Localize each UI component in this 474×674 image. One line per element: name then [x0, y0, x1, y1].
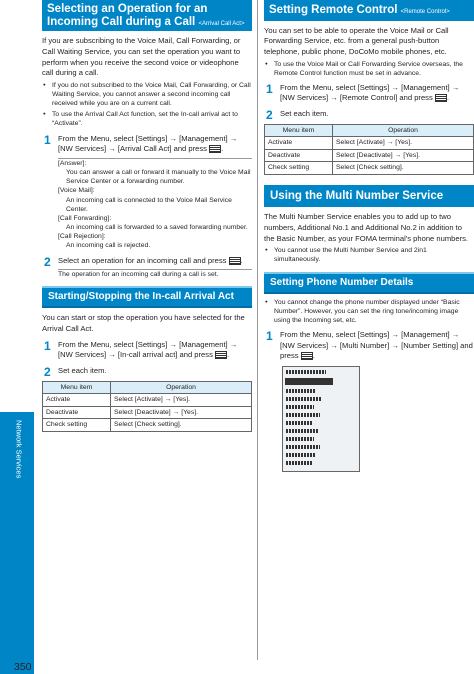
screen-line — [286, 421, 312, 425]
step-number: 2 — [266, 108, 273, 123]
screen-line — [286, 461, 312, 465]
table-cell: Select [Activate] → [Yes]. — [333, 137, 474, 150]
table-row — [265, 162, 474, 175]
option-desc: You can answer a call or forward it manually to the Voice Mail Service Center or a forwarding number. — [66, 169, 251, 186]
table-cell: Activate — [43, 394, 111, 407]
option-desc: An incoming call is forwarded to a saved forwarding number. — [66, 224, 248, 232]
intro-text: If you are subscribing to the Voice Mail, Call Forwarding, or Call Waiting Service, you can set the operation you want to perform when you receive the second voice or videophone call during a call. — [42, 36, 241, 78]
intro-text: You can set to be able to operate the Voice Mail or Call Forwarding Service, etc. from a general push-button telephone, public phone, DoCoMo mobile phones, etc. — [264, 25, 449, 56]
section-title-arrival-call — [42, 0, 252, 31]
phone-step-1: 1 From the Menu, select [Settings] → [Management] → [NW Services] → [Multi Number] → [Number Setting] and press . — [266, 329, 473, 361]
step-1: 1 From the Menu, select [Settings] → [Management] → [NW Services] → [Arrival Call Act] and press . — [44, 132, 238, 154]
menu-key-icon — [229, 257, 241, 265]
bullet: ● If you do not subscribed to the Voice Mail, Call Forwarding, or Call Waiting Service, you cannot answer a second incoming call received while you are on a current call. — [42, 81, 252, 109]
option-label: [Answer]: — [58, 159, 87, 167]
option-desc: An incoming call is connected to the Voice Mail Service Center. — [66, 196, 232, 213]
section-title-multi-number: Using the Multi Number Service — [264, 185, 474, 208]
page-number: 350 — [14, 661, 32, 673]
screen-line — [286, 453, 316, 457]
step-text: From the Menu, select [Settings] → [Management] → [NW Services] → [Remote Control] and press — [280, 82, 460, 103]
step-text: From the Menu, select [Settings] → [Management] → [NW Services] → [Arrival Call Act] and press — [58, 133, 238, 154]
step-text: From the Menu, select [Settings] → [Management] → [NW Services] → [Multi Number] → [Number Setting] and press — [280, 330, 473, 361]
screen-line — [286, 389, 316, 393]
step-number: 2 — [44, 254, 51, 269]
multi-intro: The Multi Number Service enables you to add up to two numbers, Additional No.1 and Additional No.2 in addition to the Basic Number, as your FOMA terminal's phone numbers. — [264, 212, 469, 243]
screen-selected-row — [285, 378, 333, 385]
table-cell: Select [Check setting]. — [333, 162, 474, 175]
screen-line — [286, 370, 326, 374]
step-number: 1 — [44, 132, 51, 147]
table-row — [265, 149, 474, 162]
table-header: Operation — [333, 124, 474, 137]
table-cell: Deactivate — [265, 149, 333, 162]
column-divider — [257, 0, 258, 660]
option-label: [Call Rejection]: — [58, 233, 106, 241]
table-row — [43, 419, 252, 432]
option-label: [Voice Mail]: — [58, 187, 95, 195]
screen-line — [286, 445, 320, 449]
bullet: ● To use the Arrival Call Act function, set the In-call arrival act to “Activate”. — [42, 110, 252, 128]
step-number: 2 — [44, 364, 51, 379]
menu-key-icon — [209, 145, 221, 153]
table-cell: Activate — [265, 137, 333, 150]
screen-line — [286, 397, 322, 401]
sub-step-1: 1 From the Menu, select [Settings] → [Management] → [NW Services] → [In-call arrival act] and press . — [44, 338, 238, 360]
table-header: Menu item — [265, 124, 333, 137]
step-text: Set each item. — [58, 365, 107, 375]
table-row — [265, 137, 474, 150]
step-text: From the Menu, select [Settings] → [Management] → [NW Services] → [In-call arrival act] and press — [58, 339, 238, 360]
bullet: ● You cannot change the phone number displayed under “Basic Number”. However, you can set the ring tone/incoming image using the Incoming set, etc. — [264, 298, 474, 326]
subsection-title: Starting/Stopping the In-call Arrival Act — [42, 286, 252, 308]
step-2 — [264, 108, 474, 123]
screen-line — [286, 437, 314, 441]
table-cell: Deactivate — [43, 406, 111, 419]
menu-key-icon — [215, 351, 227, 359]
title-text: Setting Remote Control — [269, 4, 401, 16]
table-cell: Select [Activate] → [Yes]. — [111, 394, 252, 407]
side-tab — [0, 412, 34, 674]
table-cell: Select [Check setting]. — [111, 419, 252, 432]
title-tag: <Arrival Call Act> — [198, 20, 245, 27]
settings-table — [264, 124, 474, 175]
side-tab-label: Network Services — [14, 420, 24, 479]
table-cell: Check setting — [265, 162, 333, 175]
section-title-remote-control — [264, 0, 474, 21]
table-row — [43, 394, 252, 407]
title-tag: <Remote Control> — [400, 9, 450, 15]
title-line: Incoming Call during a Call — [47, 15, 199, 28]
table-cell: Check setting — [43, 419, 111, 432]
title-line: Selecting an Operation for an — [47, 3, 208, 15]
table-cell: Select [Deactivate] → [Yes]. — [111, 406, 252, 419]
table-header: Operation — [111, 381, 252, 394]
table-cell: Select [Deactivate] → [Yes]. — [333, 149, 474, 162]
right-column — [264, 0, 474, 472]
step-number: 1 — [266, 81, 273, 96]
option-desc: An incoming call is rejected. — [66, 242, 151, 250]
bullet: ● To use the Voice Mail or Call Forwarding Service overseas, the Remote Control function must be set in advance. — [264, 60, 474, 78]
sub-intro: You can start or stop the operation you have selected for the Arrival Call Act. — [42, 313, 245, 334]
phone-screen-illustration — [282, 366, 360, 472]
bullet: ● You cannot use the Multi Number Service and 2in1 simultaneously. — [264, 246, 474, 264]
screen-line — [286, 413, 320, 417]
sub-step-2 — [42, 366, 252, 377]
step-note: The operation for an incoming call during a call is set. — [58, 271, 219, 279]
screen-line — [286, 429, 318, 433]
step-text: Set each item. — [280, 109, 329, 119]
option-label: [Call Forwarding]: — [58, 214, 112, 222]
screen-line — [286, 405, 314, 409]
table-header: Menu item — [43, 381, 111, 394]
subsection-title: Setting Phone Number Details — [264, 272, 474, 294]
step-text: Select an operation for an incoming call and press — [58, 255, 227, 265]
table-row — [43, 406, 252, 419]
settings-table — [42, 381, 252, 432]
step-number: 1 — [266, 329, 273, 344]
menu-key-icon — [435, 94, 447, 102]
menu-key-icon — [301, 352, 313, 360]
step-2: 2 Select an operation for an incoming call and press . — [44, 254, 243, 269]
step-1: 1 From the Menu, select [Settings] → [Management] → [NW Services] → [Remote Control] and press . — [266, 81, 460, 103]
left-column — [42, 0, 252, 432]
step-number: 1 — [44, 338, 51, 353]
